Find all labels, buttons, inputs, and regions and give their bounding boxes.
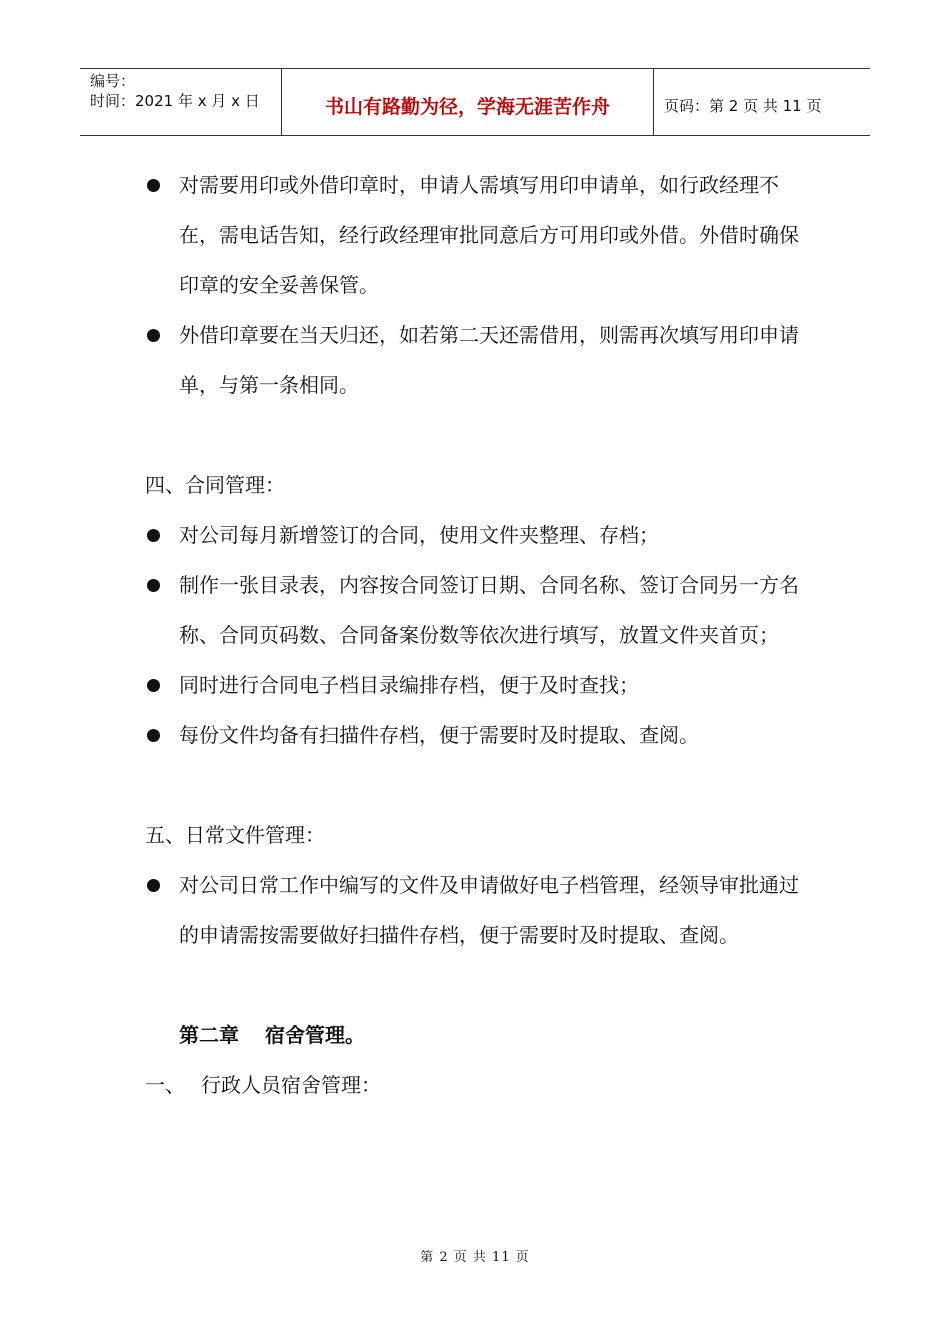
bullet-icon xyxy=(147,879,160,892)
list-item-text: 制作一张目录表，内容按合同签订日期、合同名称、签订合同另一方名称、合同页码数、合同备案份数等依次进行填写，放置文件夹首页； xyxy=(179,573,799,647)
list-item xyxy=(145,560,815,660)
document-date-label: 时间：2021 年 x 月 x 日 xyxy=(90,92,260,110)
bullet-icon xyxy=(147,329,160,342)
header-motto: 书山有路勤为径，学海无涯苦作舟 xyxy=(324,95,610,118)
chapter-heading xyxy=(145,1010,815,1060)
list-item-text: 对公司日常工作中编写的文件及申请做好电子档管理，经领导审批通过的申请需按需要做好扫描件存档，便于需要时及时提取、查阅。 xyxy=(179,873,799,947)
header-motto-cell xyxy=(282,69,654,135)
section-spacer xyxy=(145,410,815,460)
section-heading-daily: 五、日常文件管理： xyxy=(145,823,325,847)
list-item xyxy=(145,660,815,710)
section-spacer xyxy=(145,960,815,1010)
list-item xyxy=(145,310,815,410)
list-item xyxy=(145,160,815,310)
list-item-text: 外借印章要在当天归还，如若第二天还需借用，则需再次填写用印申请单，与第一条相同。 xyxy=(179,323,799,397)
subsection-title: 行政人员宿舍管理： xyxy=(201,1073,381,1097)
list-item xyxy=(145,710,815,760)
header-page-number: 页码：第 2 页 共 11 页 xyxy=(664,96,822,115)
bullet-icon xyxy=(147,179,160,192)
bullet-icon xyxy=(147,729,160,742)
page-footer: 第 2 页 共 11 页 xyxy=(420,1250,530,1265)
page-header xyxy=(80,68,870,136)
list-item xyxy=(145,510,815,560)
list-item xyxy=(145,860,815,960)
section-spacer xyxy=(145,760,815,810)
list-item-text: 每份文件均备有扫描件存档，便于需要时及时提取、查阅。 xyxy=(179,723,699,747)
subsection-number: 一、 xyxy=(145,1073,185,1097)
header-meta-cell xyxy=(80,69,282,135)
bullet-icon xyxy=(147,579,160,592)
chapter-title: 宿舍管理。 xyxy=(265,1023,365,1047)
document-number-label: 编号： xyxy=(90,72,136,90)
bullet-icon xyxy=(147,529,160,542)
section-heading-contract: 四、合同管理： xyxy=(145,473,285,497)
list-item-text: 对需要用印或外借印章时，申请人需填写用印申请单，如行政经理不在，需电话告知，经行政经理审批同意后方可用印或外借。外借时确保印章的安全妥善保管。 xyxy=(179,173,799,297)
document-body xyxy=(145,160,815,1110)
list-item-text: 同时进行合同电子档目录编排存档，便于及时查找； xyxy=(179,673,639,697)
bullet-icon xyxy=(147,679,160,692)
list-item-text: 对公司每月新增签订的合同，使用文件夹整理、存档； xyxy=(179,523,659,547)
subsection-heading xyxy=(145,1060,815,1110)
header-page-cell xyxy=(654,69,870,135)
chapter-number: 第二章 xyxy=(179,1023,239,1047)
